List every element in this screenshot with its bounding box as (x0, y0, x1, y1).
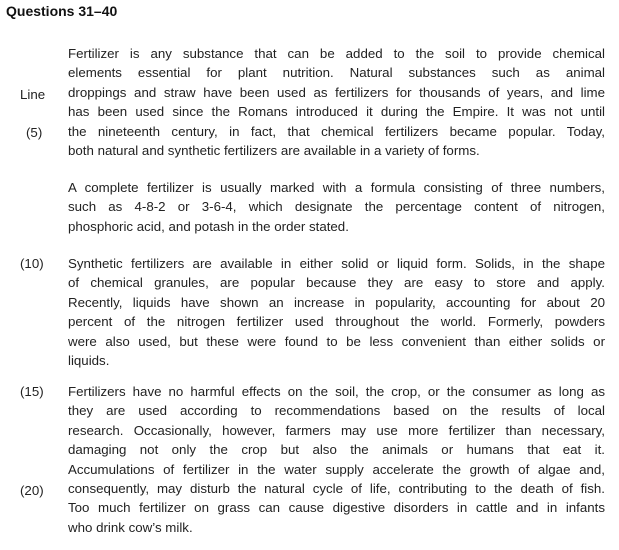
paragraph-2 (68, 178, 605, 236)
text-line: damaging not only the crop but also the animals or humans that eat it. (68, 442, 605, 458)
line-label: Line (20, 87, 46, 102)
text-line: consequently, may disturb the natural cycle of life, contributing to the death of fish. (68, 480, 605, 496)
text-line: of chemical granules, are popular because they are easy to store and apply. (68, 275, 605, 291)
text-line: Fertilizers have no harmful effects on the soil, the crop, or the consumer as long as (68, 384, 605, 399)
paragraph-4 (68, 382, 605, 537)
text-line: Accumulations of fertilizer in the water supply accelerate the growth of algae and, (68, 461, 605, 477)
line-marker-10: (10) (20, 256, 44, 271)
text-line: Too much fertilizer on grass can cause digestive disorders in cattle and in infants (68, 500, 605, 516)
text-line: research. Occasionally, however, farmers may use more fertilizer than necessary, (68, 422, 605, 438)
text-line: Fertilizer is any substance that can be added to the soil to provide chemical (68, 46, 605, 61)
text-line: has been used since the Romans introduced it during the Empire. It was not until (68, 104, 605, 120)
paragraph-3 (68, 254, 605, 370)
text-line: phosphoric acid, and potash in the order stated. (68, 218, 349, 234)
line-marker-5: (5) (26, 125, 43, 140)
text-line: Recently, liquids have shown an increase in popularity, accounting for about 20 (68, 294, 605, 310)
line-marker-15: (15) (20, 384, 44, 399)
questions-heading: Questions 31–40 (6, 3, 118, 19)
line-marker-20: (20) (20, 483, 44, 498)
text-line: both natural and synthetic fertilizers are available in a variety of forms. (68, 142, 480, 158)
text-line: droppings and straw have been used as fertilizers for thousands of years, and lime (68, 84, 605, 100)
text-line: percent of the nitrogen fertilizer used throughout the world. Formerly, powders (68, 314, 605, 330)
text-line: who drink cow’s milk. (68, 519, 193, 535)
text-line: were also used, but these were found to be less convenient than either solids or (68, 333, 605, 349)
text-line: liquids. (68, 352, 110, 368)
paragraph-1 (68, 44, 605, 160)
text-line: such as 4-8-2 or 3-6-4, which designate the percentage content of nitrogen, (68, 199, 605, 215)
text-line: the nineteenth century, in fact, that chemical fertilizers became popular. Today, (68, 123, 605, 139)
text-line: elements essential for plant nutrition. Natural substances such as animal (68, 65, 605, 81)
text-line: A complete fertilizer is usually marked with a formula consisting of three numbers, (68, 180, 605, 195)
text-line: they are used according to recommendations based on the results of local (68, 403, 605, 419)
text-line: Synthetic fertilizers are available in either solid or liquid form. Solids, in the shape (68, 256, 605, 271)
